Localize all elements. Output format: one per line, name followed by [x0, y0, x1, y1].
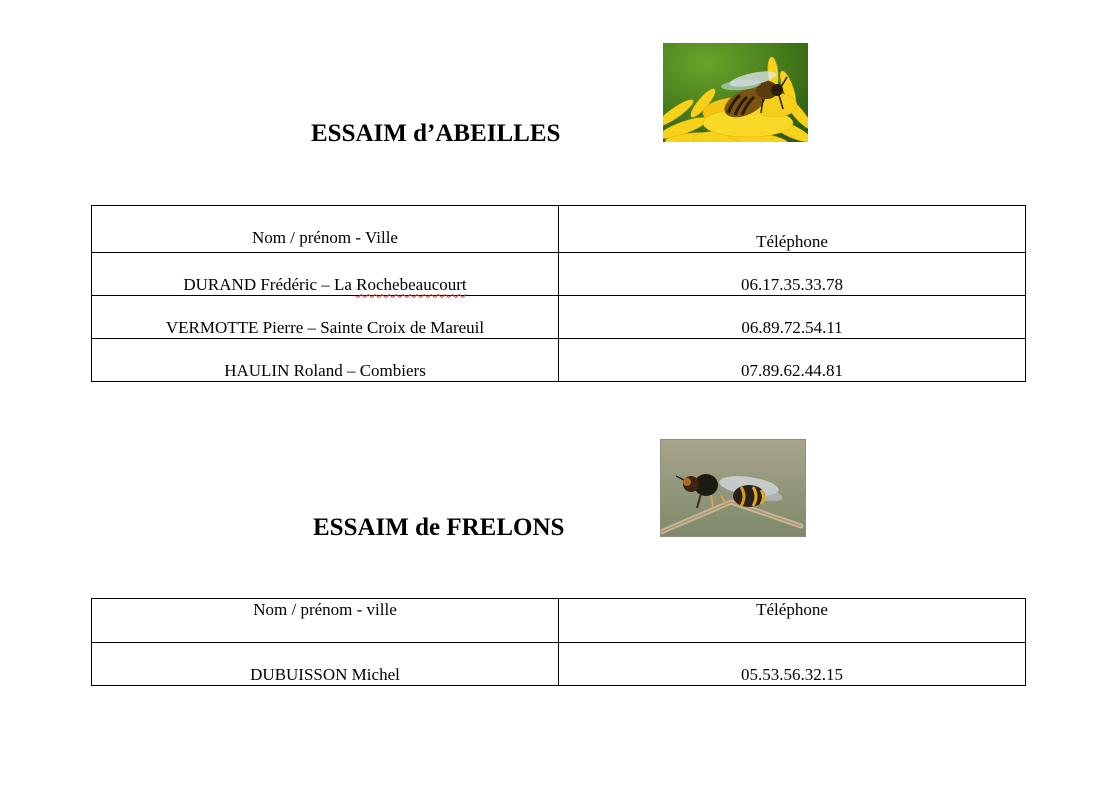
- table-header-row: [92, 599, 1026, 643]
- contact-name-prefix: DURAND Frédéric – La: [183, 275, 357, 295]
- name-column-header: Nom / prénom - ville: [92, 599, 559, 643]
- spellcheck-flagged-word: Rochebeaucourt: [356, 275, 467, 295]
- contact-name-cell: HAULIN Roland – Combiers: [92, 339, 559, 382]
- bees-section-title: ESSAIM d’ABEILLES: [311, 120, 561, 147]
- bees-contact-table: [91, 205, 1026, 382]
- contact-phone-cell: 06.89.72.54.11: [559, 296, 1026, 339]
- hornet-photo: [661, 440, 805, 536]
- bee-photo: [663, 43, 808, 142]
- hornets-section-title: ESSAIM de FRELONS: [313, 514, 565, 541]
- bee-on-dandelion-icon: [663, 43, 808, 142]
- contact-name-cell: DUBUISSON Michel: [92, 643, 559, 686]
- table-row: [92, 296, 1026, 339]
- contact-name-cell: VERMOTTE Pierre – Sainte Croix de Mareuil: [92, 296, 559, 339]
- hornet-on-twig-icon: [661, 440, 805, 536]
- table-row: [92, 253, 1026, 296]
- table-header-row: [92, 206, 1026, 253]
- name-column-header: Nom / prénom - Ville: [92, 206, 559, 253]
- phone-column-header: Téléphone: [559, 599, 1026, 643]
- hornets-contact-table: [91, 598, 1026, 686]
- table-row: [92, 643, 1026, 686]
- phone-column-header: Téléphone: [559, 206, 1026, 253]
- contact-name-cell: [92, 253, 559, 296]
- contact-phone-cell: 07.89.62.44.81: [559, 339, 1026, 382]
- table-row: [92, 339, 1026, 382]
- contact-phone-cell: 05.53.56.32.15: [559, 643, 1026, 686]
- contact-phone-cell: 06.17.35.33.78: [559, 253, 1026, 296]
